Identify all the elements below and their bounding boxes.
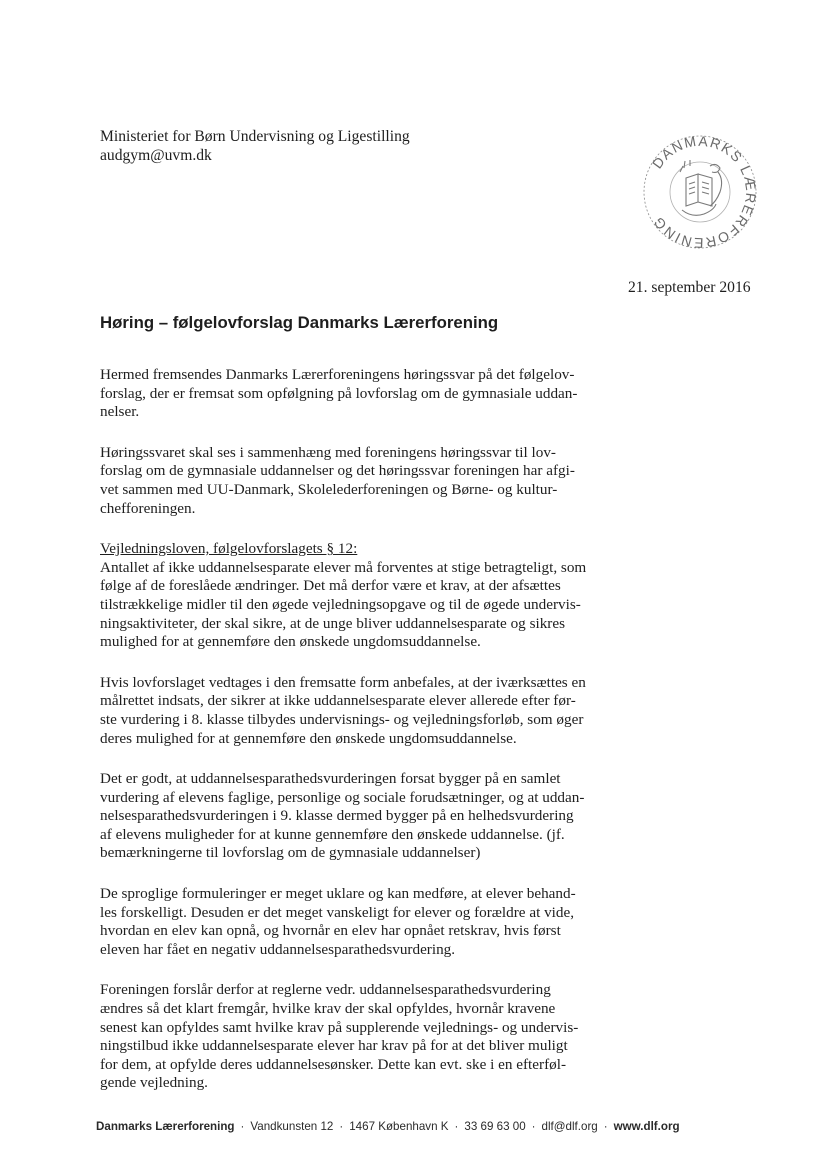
paragraph-line: Hermed fremsendes Danmarks Lærerforeningens høringssvar på det følgelov- (100, 366, 575, 383)
paragraph-line: deres mulighed for at gennemføre den ønskede ungdomsuddannelse. (100, 729, 517, 747)
paragraph (100, 444, 620, 518)
paragraph (100, 540, 620, 652)
paragraph (100, 366, 620, 422)
paragraph-line: Det er godt, at uddannelsesparathedsvurderingen forsat bygger på en samlet (100, 770, 561, 788)
paragraph-line: vurdering af elevens faglige, personlige og sociale forudsætninger, og at uddan- (100, 788, 585, 806)
paragraph-line: for dem, at opfylde deres uddannelsesønsker. Dette kan evt. ske i en efterføl- (100, 1055, 567, 1073)
letter-date: 21. september 2016 (628, 279, 751, 296)
paragraph-line: ningstilbud ikke uddannelsesparate elever har krav på for at det bliver muligt (100, 1037, 568, 1055)
letter-title: Høring – følgelovforslag Danmarks Lærerforening (100, 313, 499, 332)
footer-phone: 33 69 63 00 (464, 1120, 526, 1133)
paragraph-line: chefforeningen. (100, 499, 196, 517)
paragraph-line: forslag, der er fremsat som opfølgning på lovforslag om de gymnasiale uddan- (100, 384, 578, 402)
seal-ring-text: DANMARKS LÆRERFORENING (648, 132, 760, 252)
recipient-email: audgym@uvm.dk (100, 147, 212, 164)
paragraph (100, 885, 620, 959)
paragraph-line: ændres så det klart fremgår, hvilke krav der skal opfyldes, hvornår kravene (100, 1000, 556, 1018)
footer-separator: · (454, 1120, 459, 1133)
paragraph-line: ningsaktiviteter, der skal sikre, at de unge bliver uddannelsesparate og sikres (100, 614, 565, 632)
footer-separator: · (240, 1120, 245, 1133)
paragraph-line: Hvis lovforslaget vedtages i den fremsatte form anbefales, at der iværksættes en (100, 673, 586, 691)
footer-address: Vandkunsten 12 (250, 1120, 334, 1133)
paragraph-line: Antallet af ikke uddannelsesparate elever må forventes at stige betragteligt, som (100, 558, 587, 576)
footer-email: dlf@dlf.org (541, 1120, 598, 1133)
footer-separator: · (339, 1120, 344, 1133)
footer-postal: 1467 København K (349, 1120, 449, 1133)
paragraph-line: ste vurdering i 8. klasse tilbydes undervisnings- og vejledningsforløb, som øger (100, 710, 584, 728)
paragraph-line: nelsesparathedsvurderingen i 9. klasse dermed bygger på en helhedsvurdering (100, 807, 574, 825)
paragraph-line: mulighed for at gennemføre den ønskede ungdomsuddannelse. (100, 633, 481, 651)
recipient-name: Ministeriet for Børn Undervisning og Ligestilling (100, 128, 410, 145)
paragraph-line: les forskelligt. Desuden er det meget vanskeligt for elever og forældre at vide, (100, 903, 575, 921)
footer-org: Danmarks Lærerforening (96, 1120, 235, 1133)
section-heading: Vejledningsloven, følgelovforslagets § 12: (100, 540, 358, 558)
footer-separator: · (531, 1120, 536, 1133)
paragraph-line: bemærkningerne til lovforslag om de gymnasiale uddannelser) (100, 844, 481, 862)
paragraph-line: senest kan opfyldes samt hvilke krav på supplerende vejlednings- og undervis- (100, 1018, 579, 1036)
paragraph-line: hvordan en elev kan opnå, og hvornår en elev har opnået retskrav, hvis først (100, 922, 561, 940)
recipient-block (100, 127, 410, 165)
paragraph (100, 981, 620, 1093)
paragraph-line: tilstrækkelige midler til den øgede vejledningsopgave og til de øgede undervis- (100, 595, 581, 613)
paragraph-line: nelser. (100, 403, 140, 421)
paragraph-line: Høringssvaret skal ses i sammenhæng med foreningens høringssvar til lov- (100, 443, 556, 461)
paragraph (100, 674, 620, 748)
paragraph-line: af elevens muligheder for at kunne gennemføre den ønskede uddannelse. (jf. (100, 825, 565, 843)
paragraph-line: forslag om de gymnasiale uddannelser og det høringssvar foreningen har afgi- (100, 462, 575, 480)
letter-body (100, 366, 620, 1115)
paragraph-line: gende vejledning. (100, 1074, 208, 1092)
paragraph-line: De sproglige formuleringer er meget uklare og kan medføre, at elever behand- (100, 885, 576, 903)
union-seal-svg (640, 132, 760, 252)
paragraph-line: målrettet indsats, der sikrer at ikke uddannelsesparate elever allerede efter før- (100, 692, 576, 710)
footer-web-link[interactable]: www.dlf.org (613, 1120, 680, 1133)
paragraph-line: vet sammen med UU-Danmark, Skolelederforeningen og Børne- og kultur- (100, 480, 558, 498)
paragraph-line: eleven har fået en negativ uddannelsesparathedsvurdering. (100, 940, 456, 958)
paragraph (100, 770, 620, 863)
paragraph-line: følge af de foreslåede ændringer. Det må derfor være et krav, at der afsættes (100, 577, 561, 595)
paragraph-line: Foreningen forslår derfor at reglerne vedr. uddannelsesparathedsvurdering (100, 981, 551, 999)
footer (96, 1120, 680, 1133)
union-seal-icon (640, 132, 760, 252)
footer-separator: · (603, 1120, 608, 1133)
